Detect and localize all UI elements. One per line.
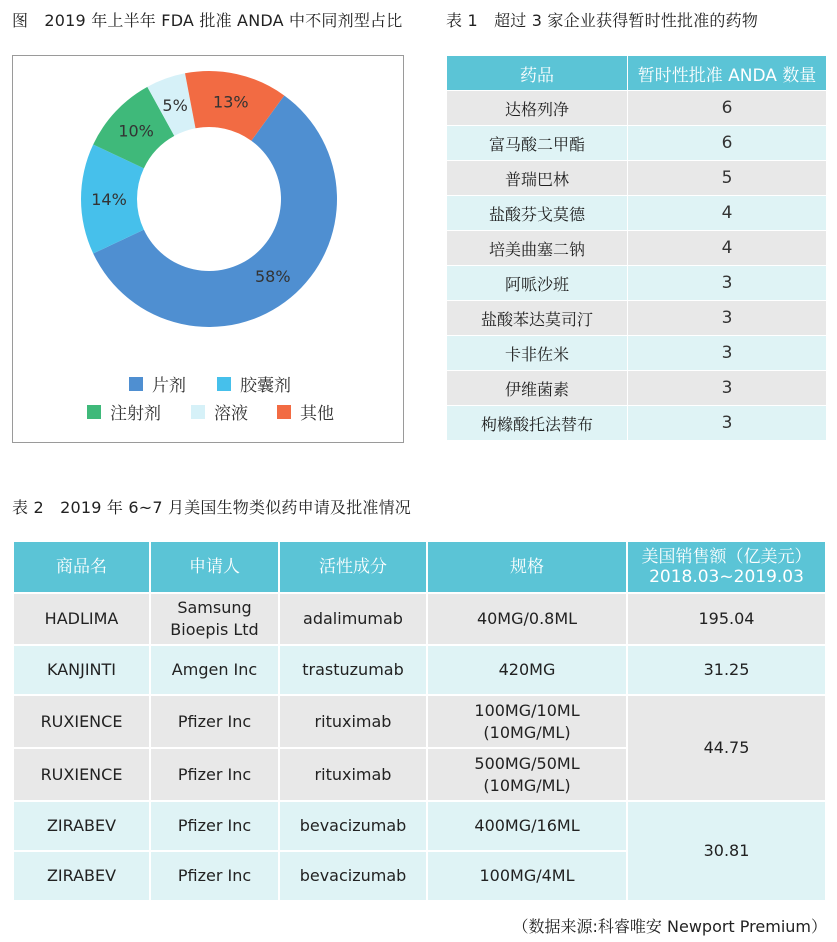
applicant-line2: Bioepis Ltd [170, 620, 259, 639]
spec-line2: (10MG/ML) [483, 722, 571, 742]
count-cell: 4 [628, 196, 827, 231]
spec-cell: 40MG/0.8ML [427, 593, 627, 645]
count-cell: 5 [628, 161, 827, 196]
legend-swatch [217, 377, 231, 391]
drug-cell: 普瑞巴林 [447, 161, 628, 196]
sales-cell: 44.75 [627, 695, 826, 801]
count-cell: 3 [628, 301, 827, 336]
ingredient-cell: adalimumab [279, 593, 427, 645]
drug-cell: 富马酸二甲酯 [447, 126, 628, 161]
drug-cell: 盐酸苯达莫司汀 [447, 301, 628, 336]
spec-cell [427, 695, 627, 748]
table2-title: 表 2 2019 年 6~7 月美国生物类似药申请及批准情况 [12, 498, 412, 517]
table2-header-row [13, 541, 826, 593]
legend-swatch [191, 405, 205, 419]
table1-header-row [447, 56, 827, 91]
spec-cell: 100MG/4ML [427, 851, 627, 901]
spec-cell: 400MG/16ML [427, 801, 627, 851]
count-cell: 3 [628, 266, 827, 301]
applicant-cell: Pfizer Inc [150, 801, 279, 851]
table-row [447, 231, 827, 266]
count-cell: 6 [628, 91, 827, 126]
count-cell: 3 [628, 406, 827, 441]
sales-cell: 30.81 [627, 801, 826, 901]
table-row [447, 336, 827, 371]
chart-panel [12, 55, 404, 443]
table2 [12, 540, 827, 902]
source-note: （数据来源:科睿唯安 Newport Premium） [512, 917, 827, 936]
table-row [447, 371, 827, 406]
sales-cell: 31.25 [627, 645, 826, 695]
applicant-cell: Amgen Inc [150, 645, 279, 695]
legend-item-solution [191, 399, 248, 424]
legend-swatch [277, 405, 291, 419]
legend-item-injection [87, 399, 161, 424]
table2-header-sales [627, 541, 826, 593]
drug-cell: 枸橼酸托法替布 [447, 406, 628, 441]
table2-header-applicant: 申请人 [150, 541, 279, 593]
spec-line1: 500MG/50ML [474, 753, 580, 773]
name-cell: KANJINTI [13, 645, 150, 695]
sales-header-line2: 2018.03~2019.03 [649, 567, 804, 587]
ingredient-cell: trastuzumab [279, 645, 427, 695]
table-row [447, 406, 827, 441]
table1-header-drug: 药品 [447, 56, 628, 91]
count-cell: 3 [628, 371, 827, 406]
sales-cell: 195.04 [627, 593, 826, 645]
table-row [13, 593, 826, 645]
legend-label: 其他 [300, 404, 334, 424]
count-cell: 4 [628, 231, 827, 266]
slice-label-other: 13% [213, 92, 249, 112]
name-cell: ZIRABEV [13, 851, 150, 901]
table-row [447, 301, 827, 336]
legend-label: 注射剂 [110, 404, 161, 424]
legend-label: 溶液 [214, 404, 248, 424]
name-cell: HADLIMA [13, 593, 150, 645]
legend-item-capsule [217, 371, 291, 396]
legend-item-other [277, 399, 334, 424]
name-cell: RUXIENCE [13, 695, 150, 748]
table-row [447, 266, 827, 301]
slice-label-injection: 10% [118, 121, 154, 141]
drug-cell: 伊维菌素 [447, 371, 628, 406]
table2-header-spec: 规格 [427, 541, 627, 593]
table2-header-ingredient: 活性成分 [279, 541, 427, 593]
legend-item-tablet [129, 371, 186, 396]
table-row [447, 196, 827, 231]
sales-header-line1: 美国销售额（亿美元） [641, 547, 812, 567]
name-cell: RUXIENCE [13, 748, 150, 801]
ingredient-cell: rituximab [279, 748, 427, 801]
figure-title: 图 2019 年上半年 FDA 批准 ANDA 中不同剂型占比 [12, 11, 403, 30]
slice-label-tablet: 58% [254, 267, 291, 287]
spec-line1: 100MG/10ML [474, 700, 580, 720]
ingredient-cell: rituximab [279, 695, 427, 748]
table1-title: 表 1 超过 3 家企业获得暂时性批准的药物 [446, 11, 759, 30]
applicant-cell [150, 593, 279, 645]
table2-header-name: 商品名 [13, 541, 150, 593]
drug-cell: 阿哌沙班 [447, 266, 628, 301]
table-row [13, 801, 826, 851]
table-row [13, 695, 826, 748]
slice-label-solution: 5% [162, 95, 188, 115]
legend-label: 片剂 [152, 376, 186, 396]
table-row [447, 91, 827, 126]
donut-chart [13, 56, 403, 356]
legend-label: 胶囊剂 [240, 376, 291, 396]
drug-cell: 达格列净 [447, 91, 628, 126]
slice-label-capsule: 14% [91, 190, 127, 209]
count-cell: 3 [628, 336, 827, 371]
name-cell: ZIRABEV [13, 801, 150, 851]
legend-swatch [87, 405, 101, 419]
applicant-cell: Pfizer Inc [150, 851, 279, 901]
ingredient-cell: bevacizumab [279, 851, 427, 901]
legend-swatch [129, 377, 143, 391]
spec-cell: 420MG [427, 645, 627, 695]
table-row [13, 645, 826, 695]
drug-cell: 卡非佐米 [447, 336, 628, 371]
applicant-line1: Samsung [177, 598, 252, 617]
table1-header-count: 暂时性批准 ANDA 数量 [628, 56, 827, 91]
spec-line2: (10MG/ML) [483, 775, 571, 795]
table-row [447, 161, 827, 196]
drug-cell: 培美曲塞二钠 [447, 231, 628, 266]
drug-cell: 盐酸芬戈莫德 [447, 196, 628, 231]
ingredient-cell: bevacizumab [279, 801, 427, 851]
table1 [446, 55, 827, 441]
table-row [447, 126, 827, 161]
spec-cell [427, 748, 627, 801]
count-cell: 6 [628, 126, 827, 161]
applicant-cell: Pfizer Inc [150, 695, 279, 748]
applicant-cell: Pfizer Inc [150, 748, 279, 801]
